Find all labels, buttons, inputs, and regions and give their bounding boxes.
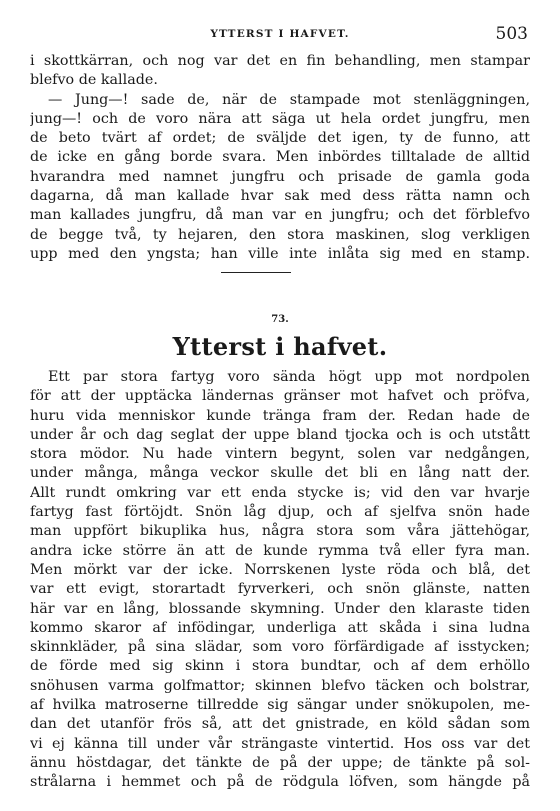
text-line: för att der upptäcka ländernas gränser mot hafvet och pröfva, [30,388,530,405]
section-divider [221,272,291,273]
text-line: dan det utanför frös så, att det gnistrade, en köld sådan som [30,716,530,733]
text-line: man kallades jungfru, då man var en jungfru; och det förblefvo [30,207,530,224]
text-line: Men mörkt var der icke. Norrskenen lyste röda och blå, det [30,561,530,578]
running-head [30,24,530,44]
text-line: skinnkläder, på sina slädar, som voro förfärdigade af isstycken; [30,639,530,656]
section-number: 73. [271,314,289,325]
page-number: 503 [495,24,528,44]
text-line: andra icke större än att de kunde rymma två eller fyra man. [30,542,530,559]
text-line: upp med den yngsta; han ville inte inlåta sig med en stamp. [30,245,530,262]
text-line: under år och dag seglat der uppe bland tjocka och is och utstått [30,426,530,443]
text-line: kommo skaror af infödingar, underliga att skåda i sina ludna [30,619,530,636]
text-line: här var en lång, blossande skymning. Under den klaraste tiden [30,600,530,617]
text-line: under många, många veckor skulle det bli en lång natt der. [30,465,530,482]
text-line: af hvilka matroserne tillredde sig sängar under snökupolen, me- [30,697,530,714]
text-line: ännu höstdagar, det tänkte de på der uppe; de tänkte på sol- [30,754,530,771]
text-line: de beto tvärt af ordet; de sväljde det igen, ty de funno, att [30,130,530,147]
text-line: hvarandra med namnet jungfru och prisade de gamla goda [30,168,530,185]
text-line: i skottkärran, och nog var det en fin behandling, men stampar [30,53,530,69]
text-line: — Jung—! sade de, när de stampade mot stenläggningen, [48,91,530,108]
text-line: snöhusen varma golfmattor; skinnen blefvo täcken och bolstrar, [30,677,530,694]
text-line: de icke en gång borde svara. Men inbördes tilltalade de alltid [30,149,530,166]
text-line: dagarna, då man kallade hvar sak med dess rätta namn och [30,188,530,205]
text-line: man uppfört bikuplika hus, några stora som våra jättehögar, [30,523,530,540]
text-line: Allt rundt omkring var ett enda stycke is; vid den var hvarje [30,484,530,501]
text-line: blefvo de kallade. [30,72,158,89]
text-line: jung—! och de voro nära att säga ut hela ordet jungfru, men [30,110,530,127]
text-line: var ett evigt, storartadt fyrverkeri, och snön glänste, natten [30,581,530,598]
text-line: huru vida menniskor kunde tränga fram der. Redan hade de [30,407,530,424]
section-title: Ytterst i hafvet. [172,332,388,361]
text-line: stora mödor. Nu hade vintern begynt, solen var nedgången, [30,446,530,463]
text-line: de begge två, ty hejaren, den stora maskinen, slog verkligen [30,226,530,243]
text-line: de förde med sig skinn i stora bundtar, och af dem erhöllo [30,658,530,675]
text-line: vi ej känna till under vår strängaste vintertid. Hos oss var det [30,735,530,752]
running-title: YTTERST I HAFVET. [210,28,350,40]
story-body [30,368,530,793]
text-line: Ett par stora fartyg voro sända högt upp mot nordpolen [48,369,530,385]
text-line: strålarna i hemmet och på de rödgula löfven, som hängde på [30,774,530,791]
previous-story-ending [30,52,530,264]
text-line: fartyg fast förtöjdt. Snön låg djup, och af sjelfva snön hade [30,504,530,521]
